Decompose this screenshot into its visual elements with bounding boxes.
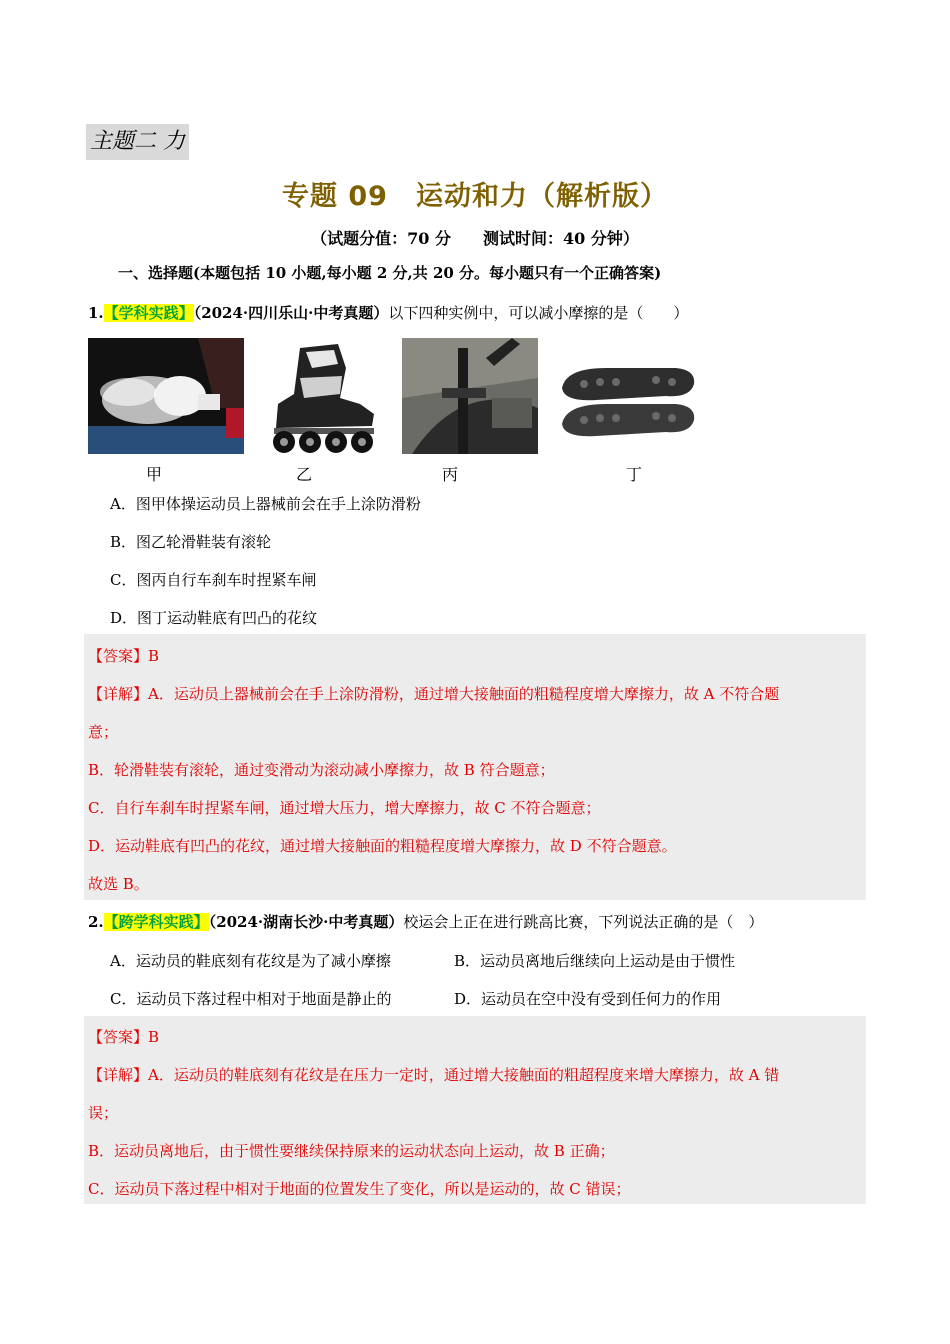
image-inline-skate (260, 338, 382, 454)
q2-option-b: B．运动员离地后继续向上运动是由于惯性 (454, 952, 736, 970)
question-2-stem (88, 911, 763, 932)
q2-answer-box (84, 1016, 866, 1204)
section-heading: 一、选择题(本题包括 10 小题,每小题 2 分,共 20 分。每小题只有一个正确答案) (118, 264, 662, 282)
question-tag: 【跨学科实践】 (103, 913, 209, 931)
page-title: 专题 09 运动和力（解析版） (282, 181, 668, 212)
question-tag: 【学科实践】 (103, 304, 194, 322)
theme-label: 主题二 力 (86, 124, 189, 160)
q2-detail-line: B．运动员离地后，由于惯性要继续保持原来的运动状态向上运动，故 B 正确； (88, 1142, 615, 1160)
question-source: （2024·四川乐山·中考真题） (193, 304, 389, 322)
q1-answer: 【答案】B (88, 647, 160, 665)
caption-bing: 丙 (442, 465, 459, 484)
question-source: （2024·湖南长沙·中考真题） (208, 913, 404, 931)
question-text: 校运会上正在进行跳高比赛，下列说法正确的是（ ） (403, 913, 764, 931)
q1-detail-line: B．轮滑鞋装有滚轮，通过变滑动为滚动减小摩擦力，故 B 符合题意； (88, 761, 555, 779)
q1-detail-line: D．运动鞋底有凹凸的花纹，通过增大接触面的粗糙程度增大摩擦力，故 D 不符合题意。 (88, 837, 677, 855)
q1-option-b: B．图乙轮滑鞋装有滚轮 (110, 533, 272, 551)
q1-option-c: C．图丙自行车刹车时捏紧车闸 (110, 571, 317, 589)
q1-option-d: D．图丁运动鞋底有凹凸的花纹 (110, 609, 318, 627)
q2-option-d: D．运动员在空中没有受到任何力的作用 (454, 990, 722, 1008)
image-shoe-soles (556, 338, 700, 454)
q1-detail-line: 【详解】A．运动员上器械前会在手上涂防滑粉，通过增大接触面的粗糙程度增大摩擦力，故 A 不符合题 (88, 685, 780, 703)
q2-detail-line: C．运动员下落过程中相对于地面的位置发生了变化，所以是运动的，故 C 错误； (88, 1180, 631, 1198)
question-text: 以下四种实例中，可以减小摩擦的是（ ） (388, 304, 689, 322)
exam-info: （试题分值：70 分 测试时间：40 分钟） (311, 229, 639, 248)
image-bicycle-brake (402, 338, 538, 454)
image-gymnast-chalk-hands (88, 338, 244, 454)
q2-detail-line: 【详解】A．运动员的鞋底刻有花纹是在压力一定时，通过增大接触面的粗超程度来增大摩擦力，故 A 错 (88, 1066, 780, 1084)
question-1-stem (88, 302, 688, 323)
q2-answer: 【答案】B (88, 1028, 160, 1046)
caption-jia: 甲 (146, 465, 163, 484)
caption-ding: 丁 (626, 465, 643, 484)
q1-option-a: A．图甲体操运动员上器械前会在手上涂防滑粉 (110, 495, 421, 513)
q1-detail-line: 意； (88, 723, 119, 741)
question-number: 2. (88, 913, 104, 931)
q2-option-c: C．运动员下落过程中相对于地面是静止的 (110, 990, 392, 1008)
q2-detail-line: 误； (88, 1104, 119, 1122)
q2-option-a: A．运动员的鞋底刻有花纹是为了减小摩擦 (110, 952, 391, 970)
q1-detail-line: 故选 B。 (88, 875, 149, 893)
caption-yi: 乙 (296, 465, 313, 484)
q1-detail-line: C．自行车刹车时捏紧车闸，通过增大压力，增大摩擦力，故 C 不符合题意； (88, 799, 601, 817)
question-number: 1. (88, 304, 104, 322)
